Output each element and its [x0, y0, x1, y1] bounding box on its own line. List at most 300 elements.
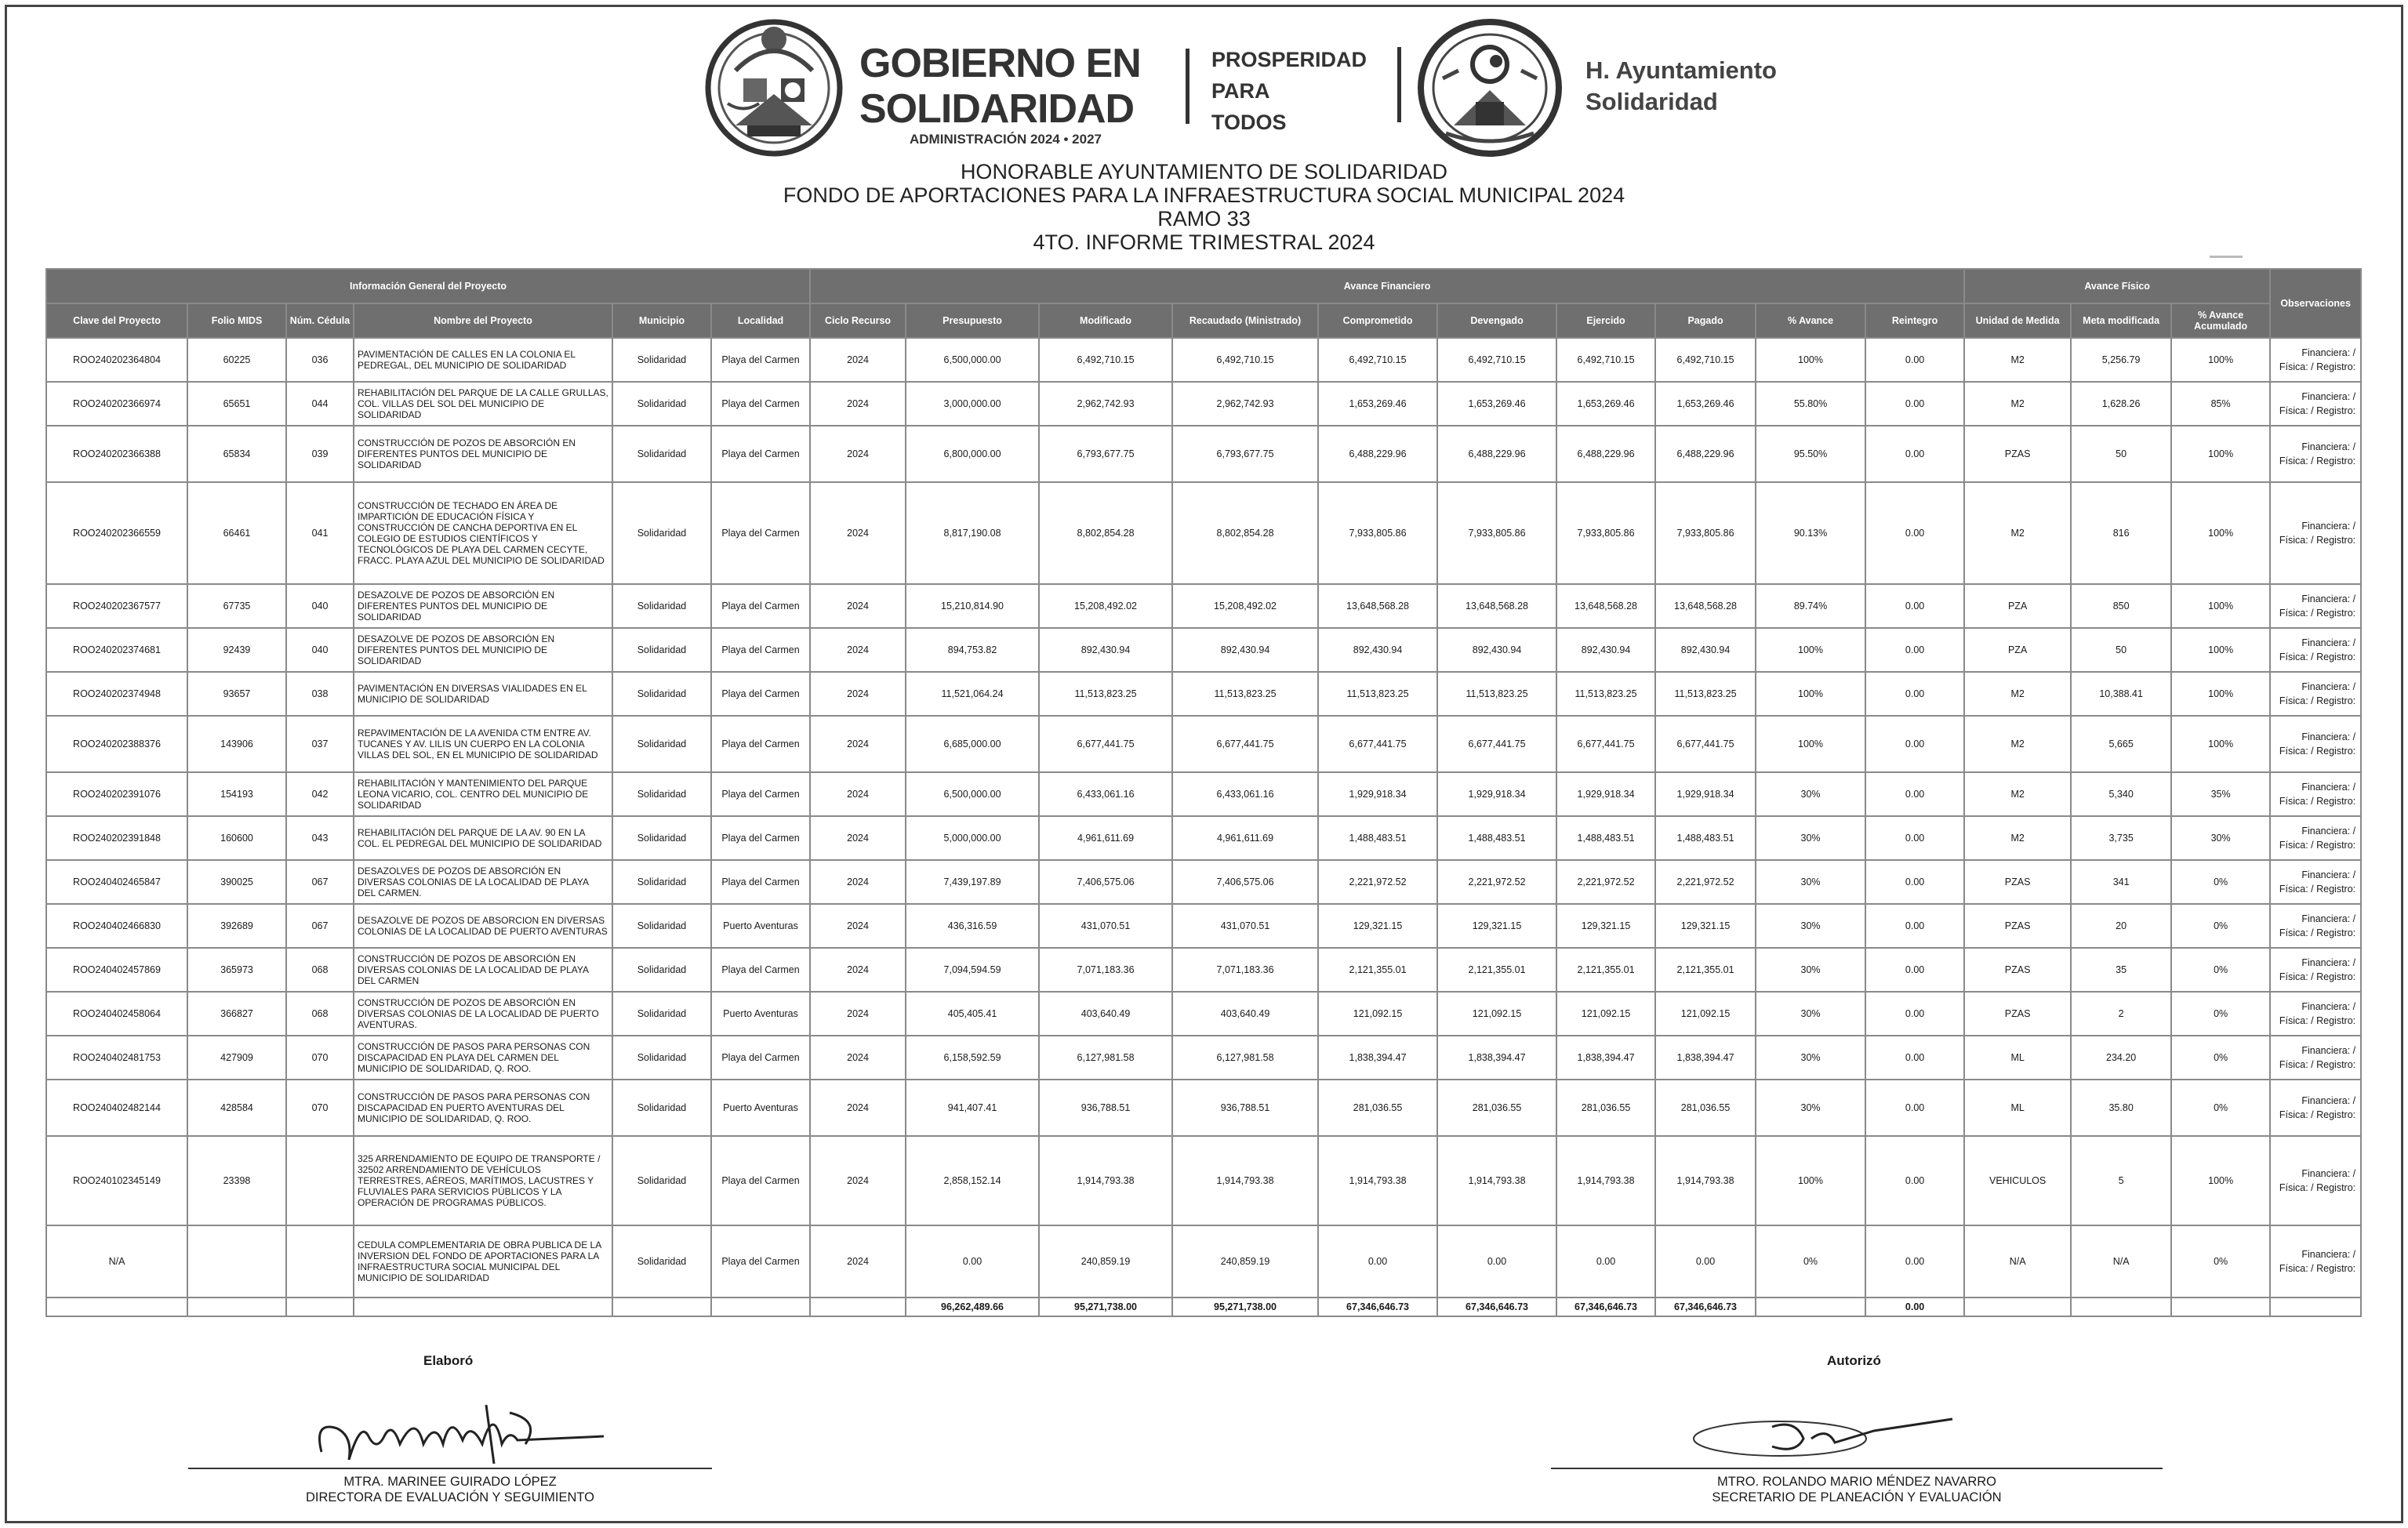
cell-avance: 30% — [1756, 992, 1865, 1036]
obs-financiera: Financiera: / — [2301, 593, 2356, 604]
cell-modificado: 6,793,677.75 — [1039, 426, 1172, 482]
obs-financiera: Financiera: / — [2301, 391, 2356, 402]
cell-comprometido: 1,838,394.47 — [1318, 1036, 1437, 1080]
obs-fisica: Física: / Registro: — [2279, 1015, 2356, 1026]
obs-financiera: Financiera: / — [2301, 637, 2356, 648]
cell-nombre: DESAZOLVE DE POZOS DE ABSORCIÓN EN DIFERENTES PUNTOS DEL MUNICIPIO DE SOLIDARIDAD — [354, 584, 612, 628]
cell-observaciones — [2270, 948, 2361, 992]
signatory-left — [188, 1474, 712, 1505]
gobierno-title — [859, 41, 1173, 132]
column-header: Núm. Cédula — [286, 303, 354, 338]
cell-devengado: 892,430.94 — [1437, 628, 1556, 672]
column-header: Meta modificada — [2071, 303, 2171, 338]
column-header: Reintegro — [1865, 303, 1964, 338]
cell-recaudado: 7,071,183.36 — [1172, 948, 1318, 992]
obs-fisica: Física: / Registro: — [2279, 695, 2356, 706]
cell-folio: 390025 — [187, 860, 286, 904]
cell-avance: 30% — [1756, 1080, 1865, 1136]
cell-observaciones — [2270, 584, 2361, 628]
cell-ejercido: 6,677,441.75 — [1556, 716, 1655, 772]
cell-reintegro: 0.00 — [1865, 1225, 1964, 1298]
cell-devengado: 1,914,793.38 — [1437, 1136, 1556, 1225]
cell-presupuesto: 7,094,594.59 — [906, 948, 1039, 992]
total-empty-cell — [1964, 1298, 2071, 1316]
cell-localidad: Playa del Carmen — [711, 426, 810, 482]
obs-financiera: Financiera: / — [2301, 731, 2356, 742]
cell-meta: 816 — [2071, 482, 2171, 584]
ayuntamiento-seal-icon — [1415, 16, 1565, 157]
obs-financiera: Financiera: / — [2301, 913, 2356, 924]
cell-devengado: 2,121,355.01 — [1437, 948, 1556, 992]
cell-cedula — [286, 1136, 354, 1225]
table-row — [46, 584, 2361, 628]
cell-localidad: Playa del Carmen — [711, 338, 810, 382]
cell-folio: 66461 — [187, 482, 286, 584]
cell-meta: 20 — [2071, 904, 2171, 948]
report-title-line: FONDO DE APORTACIONES PARA LA INFRAESTRUCTURA SOCIAL MUNICIPAL 2024 — [783, 183, 1625, 207]
cell-clave: ROO240402458064 — [46, 992, 187, 1036]
cell-ciclo: 2024 — [810, 584, 906, 628]
cell-presupuesto: 405,405.41 — [906, 992, 1039, 1036]
cell-unidad: M2 — [1964, 382, 2071, 426]
gobierno-title-line2: SOLIDARIDAD — [859, 86, 1135, 132]
cell-municipio: Solidaridad — [612, 860, 711, 904]
cell-acumulado: 0% — [2171, 1036, 2270, 1080]
cell-ejercido: 129,321.15 — [1556, 904, 1655, 948]
cell-reintegro: 0.00 — [1865, 948, 1964, 992]
group-header-observaciones: Observaciones — [2270, 269, 2361, 338]
cell-cedula: 039 — [286, 426, 354, 482]
cell-cedula: 041 — [286, 482, 354, 584]
cell-devengado: 13,648,568.28 — [1437, 584, 1556, 628]
obs-fisica: Física: / Registro: — [2279, 535, 2356, 546]
cell-folio: 427909 — [187, 1036, 286, 1080]
cell-municipio: Solidaridad — [612, 1036, 711, 1080]
cell-observaciones — [2270, 772, 2361, 816]
cell-clave: ROO240202388376 — [46, 716, 187, 772]
cell-presupuesto: 15,210,814.90 — [906, 584, 1039, 628]
cell-meta: 2 — [2071, 992, 2171, 1036]
cell-modificado: 6,433,061.16 — [1039, 772, 1172, 816]
cell-ciclo: 2024 — [810, 860, 906, 904]
column-header: Comprometido — [1318, 303, 1437, 338]
cell-unidad: PZAS — [1964, 992, 2071, 1036]
obs-fisica: Física: / Registro: — [2279, 884, 2356, 895]
cell-acumulado: 100% — [2171, 628, 2270, 672]
cell-nombre: REHABILITACIÓN DEL PARQUE DE LA AV. 90 EN LA COL. EL PEDREGAL DEL MUNICIPIO DE SOLIDARIDAD — [354, 816, 612, 860]
cell-meta: 5,256.79 — [2071, 338, 2171, 382]
column-header: Municipio — [612, 303, 711, 338]
cell-localidad: Playa del Carmen — [711, 382, 810, 426]
cell-reintegro: 0.00 — [1865, 338, 1964, 382]
cell-presupuesto: 6,500,000.00 — [906, 772, 1039, 816]
cell-nombre: CONSTRUCCIÓN DE POZOS DE ABSORCIÓN EN DIFERENTES PUNTOS DEL MUNICIPIO DE SOLIDARIDAD — [354, 426, 612, 482]
table-row — [46, 772, 2361, 816]
total-empty-cell — [286, 1298, 354, 1316]
cell-ejercido: 2,221,972.52 — [1556, 860, 1655, 904]
total-empty-cell — [2171, 1298, 2270, 1316]
cell-presupuesto: 3,000,000.00 — [906, 382, 1039, 426]
total-empty-cell — [187, 1298, 286, 1316]
obs-fisica: Física: / Registro: — [2279, 840, 2356, 851]
cell-observaciones — [2270, 426, 2361, 482]
cell-avance: 30% — [1756, 772, 1865, 816]
report-titles — [0, 160, 2408, 254]
cell-devengado: 7,933,805.86 — [1437, 482, 1556, 584]
cell-avance: 100% — [1756, 628, 1865, 672]
total-empty-cell — [810, 1298, 906, 1316]
cell-ciclo: 2024 — [810, 716, 906, 772]
cell-meta: 10,388.41 — [2071, 672, 2171, 716]
signatory-name: MTRO. ROLANDO MARIO MÉNDEZ NAVARRO — [1717, 1475, 1996, 1489]
cell-nombre: REHABILITACIÓN Y MANTENIMIENTO DEL PARQUE LEONA VICARIO, COL. CENTRO DEL MUNICIPIO DE SOLIDARIDAD — [354, 772, 612, 816]
column-header: % Avance Acumulado — [2171, 303, 2270, 338]
cell-acumulado: 100% — [2171, 338, 2270, 382]
cell-ejercido: 11,513,823.25 — [1556, 672, 1655, 716]
slogan — [1211, 44, 1367, 138]
cell-cedula: 044 — [286, 382, 354, 426]
cell-ejercido: 13,648,568.28 — [1556, 584, 1655, 628]
slogan-line: TODOS — [1211, 111, 1287, 134]
cell-avance: 30% — [1756, 1036, 1865, 1080]
cell-acumulado: 100% — [2171, 482, 2270, 584]
cell-clave: ROO240402465847 — [46, 860, 187, 904]
cell-clave: ROO240202374681 — [46, 628, 187, 672]
table-row — [46, 426, 2361, 482]
obs-fisica: Física: / Registro: — [2279, 361, 2356, 372]
signature-left-icon — [306, 1389, 619, 1475]
cell-ejercido: 1,914,793.38 — [1556, 1136, 1655, 1225]
cell-comprometido: 1,929,918.34 — [1318, 772, 1437, 816]
column-header: Ejercido — [1556, 303, 1655, 338]
group-header-financiero: Avance Financiero — [810, 269, 1964, 303]
cell-pagado: 281,036.55 — [1655, 1080, 1756, 1136]
report-title-line: 4TO. INFORME TRIMESTRAL 2024 — [1033, 230, 1375, 254]
total-comprometido: 67,346,646.73 — [1318, 1298, 1437, 1316]
cell-meta: 50 — [2071, 426, 2171, 482]
cell-nombre: CONSTRUCCIÓN DE POZOS DE ABSORCIÓN EN DIVERSAS COLONIAS DE LA LOCALIDAD DE PUERTO AVENTURAS. — [354, 992, 612, 1036]
total-pagado: 67,346,646.73 — [1655, 1298, 1756, 1316]
cell-nombre: DESAZOLVE DE POZOS DE ABSORCIÓN EN DIFERENTES PUNTOS DEL MUNICIPIO DE SOLIDARIDAD — [354, 628, 612, 672]
cell-recaudado: 6,127,981.58 — [1172, 1036, 1318, 1080]
total-empty-cell — [612, 1298, 711, 1316]
cell-recaudado: 2,962,742.93 — [1172, 382, 1318, 426]
cell-folio: 428584 — [187, 1080, 286, 1136]
cell-pagado: 2,221,972.52 — [1655, 860, 1756, 904]
cell-reintegro: 0.00 — [1865, 628, 1964, 672]
cell-avance: 0% — [1756, 1225, 1865, 1298]
cell-meta: 50 — [2071, 628, 2171, 672]
cell-reintegro: 0.00 — [1865, 584, 1964, 628]
cell-presupuesto: 436,316.59 — [906, 904, 1039, 948]
cell-acumulado: 0% — [2171, 1080, 2270, 1136]
obs-financiera: Financiera: / — [2301, 1168, 2356, 1179]
table-row — [46, 672, 2361, 716]
obs-financiera: Financiera: / — [2301, 1095, 2356, 1106]
cell-unidad: PZAS — [1964, 948, 2071, 992]
cell-ejercido: 1,488,483.51 — [1556, 816, 1655, 860]
cell-cedula: 038 — [286, 672, 354, 716]
cell-localidad: Playa del Carmen — [711, 816, 810, 860]
cell-comprometido: 6,488,229.96 — [1318, 426, 1437, 482]
cell-recaudado: 4,961,611.69 — [1172, 816, 1318, 860]
cell-meta: 35 — [2071, 948, 2171, 992]
cell-meta: 234.20 — [2071, 1036, 2171, 1080]
cell-meta: 341 — [2071, 860, 2171, 904]
cell-devengado: 11,513,823.25 — [1437, 672, 1556, 716]
cell-cedula: 067 — [286, 860, 354, 904]
cell-cedula: 070 — [286, 1080, 354, 1136]
total-recaudado: 95,271,738.00 — [1172, 1298, 1318, 1316]
cell-devengado: 129,321.15 — [1437, 904, 1556, 948]
total-empty-cell — [46, 1298, 187, 1316]
cell-meta: 5,340 — [2071, 772, 2171, 816]
cell-municipio: Solidaridad — [612, 904, 711, 948]
cell-observaciones — [2270, 1080, 2361, 1136]
cell-modificado: 6,492,710.15 — [1039, 338, 1172, 382]
cell-unidad: PZA — [1964, 584, 2071, 628]
cell-observaciones — [2270, 1225, 2361, 1298]
cell-cedula — [286, 1225, 354, 1298]
cell-nombre: REHABILITACIÓN DEL PARQUE DE LA CALLE GRULLAS, COL. VILLAS DEL SOL DEL MUNICIPIO DE SOLIDARIDAD — [354, 382, 612, 426]
cell-cedula: 042 — [286, 772, 354, 816]
cell-pagado: 121,092.15 — [1655, 992, 1756, 1036]
cell-avance: 90.13% — [1756, 482, 1865, 584]
cell-pagado: 1,488,483.51 — [1655, 816, 1756, 860]
table-row — [46, 482, 2361, 584]
total-empty-cell — [711, 1298, 810, 1316]
cell-folio: 60225 — [187, 338, 286, 382]
scan-mark — [2210, 256, 2243, 258]
cell-modificado: 6,127,981.58 — [1039, 1036, 1172, 1080]
total-presupuesto: 96,262,489.66 — [906, 1298, 1039, 1316]
cell-localidad: Playa del Carmen — [711, 628, 810, 672]
cell-avance: 100% — [1756, 716, 1865, 772]
table-row — [46, 816, 2361, 860]
cell-ciclo: 2024 — [810, 816, 906, 860]
cell-ejercido: 0.00 — [1556, 1225, 1655, 1298]
cell-pagado: 11,513,823.25 — [1655, 672, 1756, 716]
cell-folio: 23398 — [187, 1136, 286, 1225]
total-ejercido: 67,346,646.73 — [1556, 1298, 1655, 1316]
total-empty-cell — [1756, 1298, 1865, 1316]
cell-municipio: Solidaridad — [612, 992, 711, 1036]
cell-recaudado: 15,208,492.02 — [1172, 584, 1318, 628]
cell-reintegro: 0.00 — [1865, 860, 1964, 904]
cell-municipio: Solidaridad — [612, 772, 711, 816]
table-row — [46, 1225, 2361, 1298]
table-row — [46, 628, 2361, 672]
cell-modificado: 11,513,823.25 — [1039, 672, 1172, 716]
cell-avance: 100% — [1756, 1136, 1865, 1225]
cell-devengado: 281,036.55 — [1437, 1080, 1556, 1136]
cell-municipio: Solidaridad — [612, 1080, 711, 1136]
cell-clave: ROO240202391848 — [46, 816, 187, 860]
cell-recaudado: 6,793,677.75 — [1172, 426, 1318, 482]
column-header: Ciclo Recurso — [810, 303, 906, 338]
cell-reintegro: 0.00 — [1865, 816, 1964, 860]
cell-recaudado: 6,433,061.16 — [1172, 772, 1318, 816]
cell-presupuesto: 8,817,190.08 — [906, 482, 1039, 584]
cell-presupuesto: 6,800,000.00 — [906, 426, 1039, 482]
cell-folio: 67735 — [187, 584, 286, 628]
total-modificado: 95,271,738.00 — [1039, 1298, 1172, 1316]
cell-unidad: M2 — [1964, 772, 2071, 816]
cell-ejercido: 892,430.94 — [1556, 628, 1655, 672]
cell-nombre: CONSTRUCCIÓN DE TECHADO EN ÁREA DE IMPARTICIÓN DE EDUCACIÓN FÍSICA Y CONSTRUCCIÓN DE CANCHA DEPORTIVA EN EL COLEGIO DE ESTUDIOS CIENTÍFICOS Y TECNOLÓGICOS DE PLAYA DEL CARMEN CECYTE, FRACC. PLAYA AZUL DEL MUNICIPIO DE SOLIDARIDAD — [354, 482, 612, 584]
cell-municipio: Solidaridad — [612, 382, 711, 426]
cell-presupuesto: 894,753.82 — [906, 628, 1039, 672]
cell-cedula: 070 — [286, 1036, 354, 1080]
cell-avance: 30% — [1756, 948, 1865, 992]
cell-observaciones — [2270, 382, 2361, 426]
cell-comprometido: 2,221,972.52 — [1318, 860, 1437, 904]
cell-ciclo: 2024 — [810, 948, 906, 992]
cell-comprometido: 6,677,441.75 — [1318, 716, 1437, 772]
cell-comprometido: 7,933,805.86 — [1318, 482, 1437, 584]
table-row — [46, 338, 2361, 382]
cell-observaciones — [2270, 1136, 2361, 1225]
cell-cedula: 040 — [286, 584, 354, 628]
cell-localidad: Playa del Carmen — [711, 716, 810, 772]
cell-avance: 30% — [1756, 860, 1865, 904]
cell-comprometido: 892,430.94 — [1318, 628, 1437, 672]
cell-pagado: 1,838,394.47 — [1655, 1036, 1756, 1080]
cell-acumulado: 100% — [2171, 426, 2270, 482]
cell-recaudado: 7,406,575.06 — [1172, 860, 1318, 904]
cell-localidad: Playa del Carmen — [711, 672, 810, 716]
cell-unidad: VEHICULOS — [1964, 1136, 2071, 1225]
cell-cedula: 068 — [286, 992, 354, 1036]
cell-recaudado: 403,640.49 — [1172, 992, 1318, 1036]
cell-comprometido: 121,092.15 — [1318, 992, 1437, 1036]
cell-acumulado: 0% — [2171, 948, 2270, 992]
cell-devengado: 0.00 — [1437, 1225, 1556, 1298]
cell-municipio: Solidaridad — [612, 1136, 711, 1225]
cell-recaudado: 240,859.19 — [1172, 1225, 1318, 1298]
cell-clave: ROO240202391076 — [46, 772, 187, 816]
column-header: Clave del Proyecto — [46, 303, 187, 338]
table-row — [46, 716, 2361, 772]
cell-observaciones — [2270, 672, 2361, 716]
cell-ejercido: 2,121,355.01 — [1556, 948, 1655, 992]
cell-comprometido: 13,648,568.28 — [1318, 584, 1437, 628]
cell-pagado: 13,648,568.28 — [1655, 584, 1756, 628]
cell-devengado: 1,653,269.46 — [1437, 382, 1556, 426]
cell-comprometido: 1,653,269.46 — [1318, 382, 1437, 426]
cell-recaudado: 936,788.51 — [1172, 1080, 1318, 1136]
cell-recaudado: 892,430.94 — [1172, 628, 1318, 672]
cell-acumulado: 100% — [2171, 716, 2270, 772]
cell-ciclo: 2024 — [810, 672, 906, 716]
cell-pagado: 1,914,793.38 — [1655, 1136, 1756, 1225]
signature-right-icon — [1686, 1403, 1968, 1466]
cell-observaciones — [2270, 1036, 2361, 1080]
cell-nombre: PAVIMENTACIÓN DE CALLES EN LA COLONIA EL PEDREGAL, DEL MUNICIPIO DE SOLIDARIDAD — [354, 338, 612, 382]
cell-localidad: Playa del Carmen — [711, 860, 810, 904]
cell-municipio: Solidaridad — [612, 584, 711, 628]
cell-ciclo: 2024 — [810, 904, 906, 948]
cell-meta: 3,735 — [2071, 816, 2171, 860]
cell-presupuesto: 0.00 — [906, 1225, 1039, 1298]
cell-reintegro: 0.00 — [1865, 772, 1964, 816]
cell-unidad: ML — [1964, 1080, 2071, 1136]
cell-acumulado: 30% — [2171, 816, 2270, 860]
obs-fisica: Física: / Registro: — [2279, 971, 2356, 982]
cell-folio: 143906 — [187, 716, 286, 772]
cell-acumulado: 0% — [2171, 860, 2270, 904]
group-header-fisico: Avance Físico — [1964, 269, 2270, 303]
cell-modificado: 936,788.51 — [1039, 1080, 1172, 1136]
obs-fisica: Física: / Registro: — [2279, 746, 2356, 757]
cell-modificado: 4,961,611.69 — [1039, 816, 1172, 860]
cell-modificado: 1,914,793.38 — [1039, 1136, 1172, 1225]
cell-avance: 100% — [1756, 338, 1865, 382]
cell-unidad: M2 — [1964, 482, 2071, 584]
column-header: % Avance — [1756, 303, 1865, 338]
cell-meta: 5,665 — [2071, 716, 2171, 772]
cell-observaciones — [2270, 628, 2361, 672]
cell-ejercido: 1,653,269.46 — [1556, 382, 1655, 426]
cell-recaudado: 11,513,823.25 — [1172, 672, 1318, 716]
signatory-title: DIRECTORA DE EVALUACIÓN Y SEGUIMIENTO — [306, 1490, 594, 1504]
cell-reintegro: 0.00 — [1865, 904, 1964, 948]
cell-folio: 65834 — [187, 426, 286, 482]
cell-devengado: 1,488,483.51 — [1437, 816, 1556, 860]
signature-line-left — [188, 1468, 712, 1469]
cell-localidad: Puerto Aventuras — [711, 992, 810, 1036]
cell-nombre: REPAVIMENTACIÓN DE LA AVENIDA CTM ENTRE AV. TUCANES Y AV. LILIS UN CUERPO EN LA COLONIA VILLAS DEL SOL, EN EL MUNICIPIO DE SOLIDARIDAD — [354, 716, 612, 772]
cell-acumulado: 0% — [2171, 1225, 2270, 1298]
ayuntamiento-line2: Solidaridad — [1585, 88, 1718, 115]
cell-avance: 30% — [1756, 904, 1865, 948]
cell-avance: 100% — [1756, 672, 1865, 716]
cell-observaciones — [2270, 338, 2361, 382]
column-header: Recaudado (Ministrado) — [1172, 303, 1318, 338]
cell-folio: 65651 — [187, 382, 286, 426]
column-header: Localidad — [711, 303, 810, 338]
cell-nombre: CONSTRUCCIÓN DE PASOS PARA PERSONAS CON DISCAPACIDAD EN PUERTO AVENTURAS DEL MUNICIPIO DE SOLIDARIDAD, Q. ROO. — [354, 1080, 612, 1136]
obs-financiera: Financiera: / — [2301, 782, 2356, 793]
cell-avance: 55.80% — [1756, 382, 1865, 426]
report-title-line: HONORABLE AYUNTAMIENTO DE SOLIDARIDAD — [960, 160, 1448, 183]
cell-municipio: Solidaridad — [612, 1225, 711, 1298]
cell-reintegro: 0.00 — [1865, 1080, 1964, 1136]
cell-comprometido: 2,121,355.01 — [1318, 948, 1437, 992]
cell-avance: 89.74% — [1756, 584, 1865, 628]
cell-unidad: M2 — [1964, 816, 2071, 860]
cell-ciclo: 2024 — [810, 1225, 906, 1298]
obs-financiera: Financiera: / — [2301, 347, 2356, 358]
cell-clave: ROO240202367577 — [46, 584, 187, 628]
obs-financiera: Financiera: / — [2301, 869, 2356, 880]
cell-folio: 392689 — [187, 904, 286, 948]
column-header: Pagado — [1655, 303, 1756, 338]
obs-fisica: Física: / Registro: — [2279, 1109, 2356, 1120]
cell-devengado: 1,929,918.34 — [1437, 772, 1556, 816]
cell-reintegro: 0.00 — [1865, 426, 1964, 482]
cell-recaudado: 6,492,710.15 — [1172, 338, 1318, 382]
cell-cedula: 043 — [286, 816, 354, 860]
obs-fisica: Física: / Registro: — [2279, 651, 2356, 662]
total-reintegro: 0.00 — [1865, 1298, 1964, 1316]
cell-clave: N/A — [46, 1225, 187, 1298]
cell-clave: ROO240402466830 — [46, 904, 187, 948]
cell-observaciones — [2270, 860, 2361, 904]
cell-ciclo: 2024 — [810, 382, 906, 426]
cell-nombre: CONSTRUCCIÓN DE PASOS PARA PERSONAS CON DISCAPACIDAD EN PLAYA DEL CARMEN DEL MUNICIPIO DE SOLIDARIDAD, Q. ROO. — [354, 1036, 612, 1080]
cell-presupuesto: 941,407.41 — [906, 1080, 1039, 1136]
